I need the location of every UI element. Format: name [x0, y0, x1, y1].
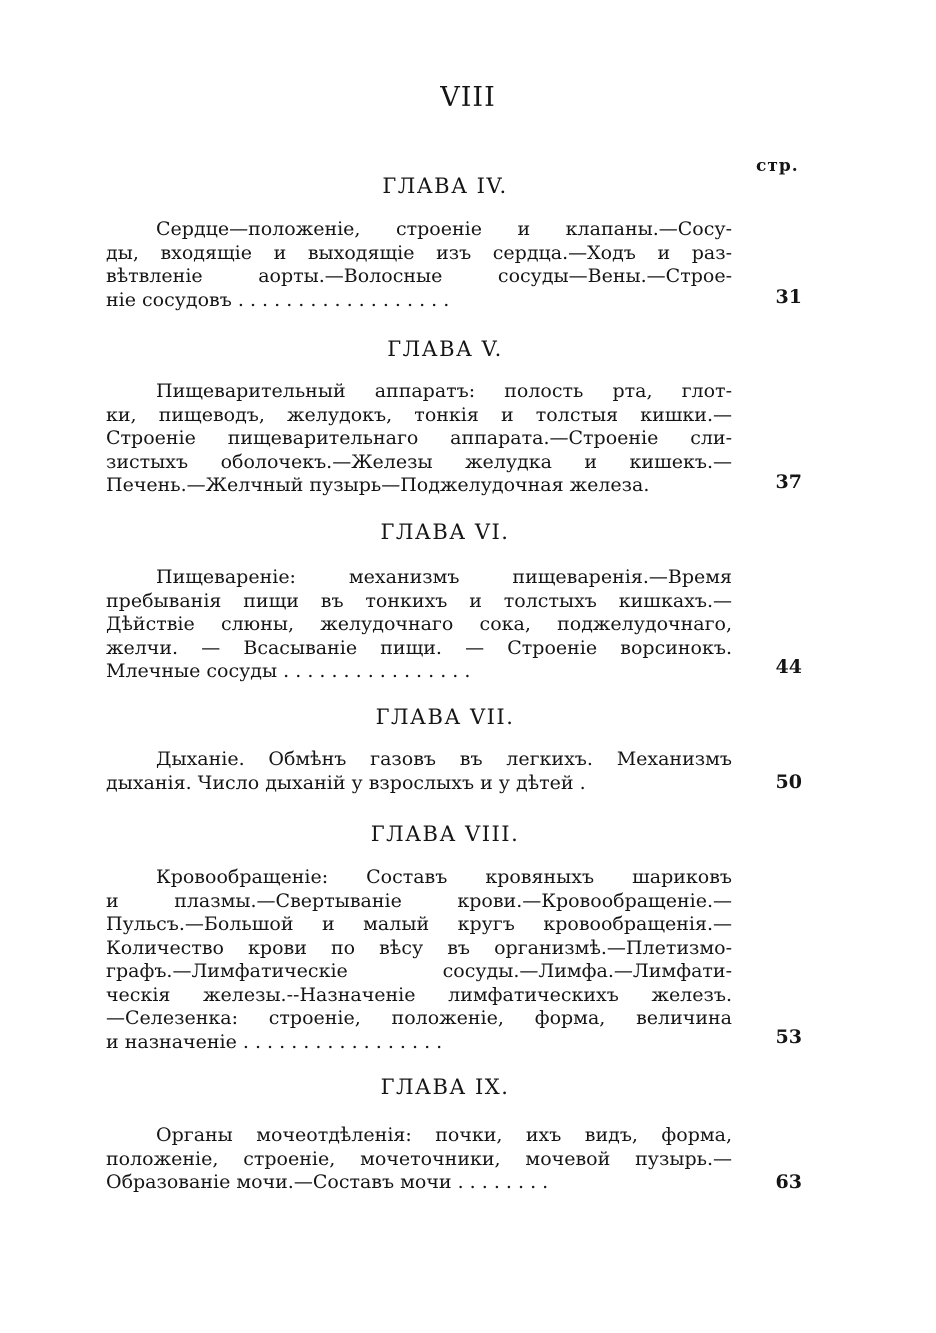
page-reference: 37	[775, 471, 802, 493]
chapter-title: ГЛАВА VI.	[380, 520, 510, 544]
contents-line: Органы мочеотдѣленія: почки, ихъ видъ, форма,	[156, 1124, 732, 1146]
page-reference: 44	[775, 656, 802, 678]
page-reference: 31	[775, 286, 802, 308]
contents-line: Дыханіе. Обмѣнъ газовъ въ легкихъ. Механизмъ	[156, 748, 732, 770]
contents-line: Сердце—положеніе, строеніе и клапаны.—Сосу-	[156, 218, 732, 240]
chapter-title: ГЛАВА VII.	[375, 705, 515, 729]
chapter-contents	[106, 866, 732, 1054]
contents-line: Строеніе пищеварительнаго аппарата.—Строеніе сли-	[106, 427, 732, 449]
contents-line: Пульсъ.—Большой и малый кругъ кровообращенія.—	[106, 913, 732, 935]
page-column-label: стр.	[756, 156, 799, 176]
contents-line: —Селезенка: строеніе, положеніе, форма, величина	[106, 1007, 732, 1029]
contents-line: ческія железы.--Назначеніе лимфатическихъ железъ.	[106, 983, 732, 1006]
contents-line: зистыхъ оболочекъ.—Железы желудка и кишекъ.—	[106, 450, 732, 473]
chapter-contents	[106, 380, 732, 498]
contents-line: Образованіе мочи.—Составъ мочи . . . . . . . .	[106, 1171, 549, 1193]
contents-line: и назначеніе . . . . . . . . . . . . . . . . .	[106, 1030, 443, 1053]
contents-line: и плазмы.—Свертываніе крови.—Кровообращеніе.—	[106, 889, 732, 912]
contents-line: пребыванія пищи въ тонкихъ и толстыхъ кишкахъ.—	[106, 589, 732, 612]
contents-line: желчи. — Всасываніе пищи. — Строеніе ворсинокъ.	[106, 636, 732, 659]
page-reference: 63	[775, 1171, 802, 1193]
chapter-contents	[106, 218, 732, 312]
page-reference: 53	[775, 1026, 802, 1048]
contents-line: Млечные сосуды . . . . . . . . . . . . . . . .	[106, 660, 471, 682]
chapter-title: ГЛАВА V.	[387, 337, 503, 361]
page-number: VIII	[440, 82, 496, 113]
chapter-contents	[106, 748, 732, 795]
chapter-title: ГЛАВА VIII.	[370, 822, 520, 846]
contents-line: Количество крови по вѣсу въ организмѣ.—Плетизмо-	[106, 936, 732, 959]
chapter-title: ГЛАВА IV.	[382, 174, 508, 198]
contents-line: Пищеварительный аппаратъ: полость рта, глот-	[156, 380, 732, 402]
chapter-contents	[106, 1124, 732, 1195]
contents-line: ки, пищеводъ, желудокъ, тонкія и толстыя кишки.—	[106, 403, 732, 426]
contents-line: дыханія. Число дыханій у взрослыхъ и у дѣтей .	[106, 771, 586, 794]
chapter-contents	[106, 566, 732, 684]
contents-line: положеніе, строеніе, мочеточники, мочевой пузырь.—	[106, 1147, 732, 1170]
contents-line: вѣтвленіе аорты.—Волосные сосуды—Вены.—Строе-	[106, 265, 732, 287]
contents-line: Печень.—Желчный пузырь—Поджелудочная железа.	[106, 474, 650, 496]
contents-line: Кровообращеніе: Составъ кровяныхъ шариковъ	[156, 866, 732, 888]
page-reference: 50	[775, 771, 802, 793]
contents-line: ды, входящіе и выходящіе изъ сердца.—Ходъ и раз-	[106, 241, 732, 264]
contents-line: Дѣйствіе слюны, желудочнаго сока, поджелудочнаго,	[106, 613, 732, 635]
chapter-title: ГЛАВА IX.	[380, 1075, 510, 1099]
contents-line: ніе сосудовъ . . . . . . . . . . . . . . . . . .	[106, 288, 450, 311]
contents-line: графъ.—Лимфатическіе сосуды.—Лимфа.—Лимфати-	[106, 960, 732, 982]
contents-line: Пищевареніе: механизмъ пищеваренія.—Время	[156, 566, 732, 588]
